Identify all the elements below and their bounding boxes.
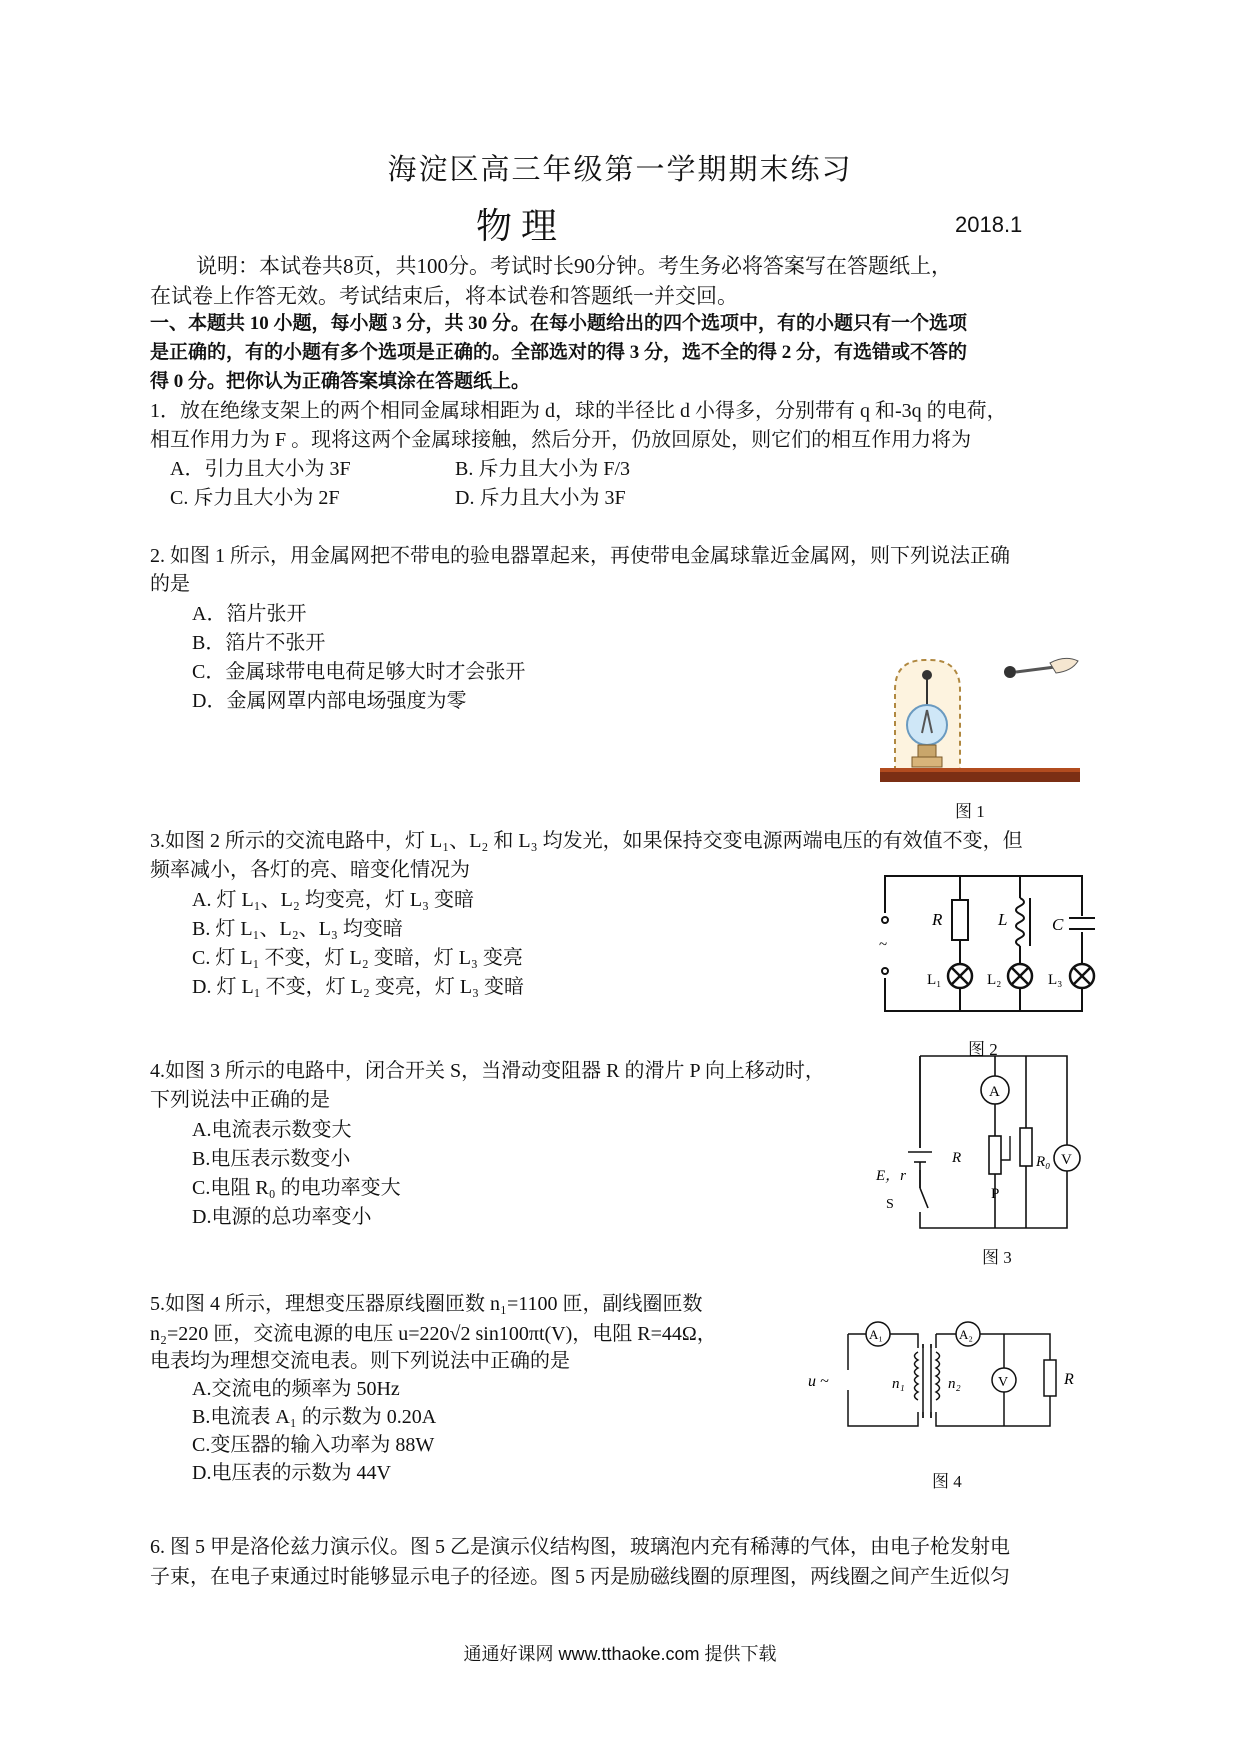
q3-option-d: D. 灯 L₁ 不变，灯 L₂ 变亮，灯 L₃ 变暗	[192, 976, 525, 998]
q6-stem-2: 子束，在电子束通过时能够显示电子的径迹。图 5 丙是励磁线圈的原理图，两线圈之间产生近似匀	[150, 1566, 1010, 1588]
q1-option-d: D. 斥力且大小为 3F	[455, 487, 626, 509]
figure-3-caption: 图 3	[982, 1248, 1012, 1267]
figure-4-n2-label: n₂	[948, 1376, 961, 1392]
figure-3-p-label: P	[991, 1186, 1000, 1202]
q5-option-d: D.电压表的示数为 44V	[192, 1462, 391, 1484]
q1-option-b: B. 斥力且大小为 F/3	[455, 458, 631, 480]
figure-3-circuit	[870, 1048, 1100, 1238]
figure-2-l3-label: L₃	[1048, 972, 1063, 988]
q2-option-b: B．箔片不张开	[192, 632, 326, 654]
figure-4-transformer	[808, 1318, 1098, 1448]
q4-option-d: D.电源的总功率变小	[192, 1206, 372, 1228]
q2-option-d: D．金属网罩内部电场强度为零	[192, 690, 467, 712]
q5-option-b: B.电流表 A₁ 的示数为 0.20A	[192, 1406, 437, 1428]
figure-2-c-label: C	[1052, 915, 1064, 934]
page-footer: 通通好课网 www.tthaoke.com 提供下载	[463, 1644, 777, 1664]
instructions-line-1: 说明：本试卷共8页，共100分。考试时长90分钟。考生务必将答案写在答题纸上，	[196, 254, 952, 278]
exam-date: 2018.1	[955, 212, 1023, 237]
q3-option-b: B. 灯 L₁、L₂、L₃ 均变暗	[192, 918, 403, 940]
q1-option-c: C. 斥力且大小为 2F	[170, 487, 340, 509]
figure-4-r-label: R	[1064, 1371, 1074, 1388]
exam-title: 海淀区高三年级第一学期期末练习	[387, 154, 853, 186]
figure-2-caption: 图 2	[968, 1040, 998, 1059]
q3-option-a: A. 灯 L₁、L₂ 均变亮，灯 L₃ 变暗	[192, 889, 475, 911]
q2-stem-2: 的是	[150, 573, 190, 595]
figure-2-ac-circuit	[870, 868, 1100, 1016]
q3-option-c: C. 灯 L₁ 不变，灯 L₂ 变暗，灯 L₃ 变亮	[192, 947, 523, 969]
q4-option-a: A.电流表示数变大	[192, 1119, 352, 1141]
q2-option-a: A．箔片张开	[192, 603, 307, 625]
figure-3-r0-label: R₀	[1036, 1154, 1051, 1170]
q4-stem-1: 4.如图 3 所示的电路中，闭合开关 S，当滑动变阻器 R 的滑片 P 向上移动时，	[150, 1060, 825, 1082]
section-1-line-1: 一、本题共 10 小题，每小题 3 分，共 30 分。在每小题给出的四个选项中，有的小题只有一个选项	[150, 313, 968, 334]
q4-option-b: B.电压表示数变小	[192, 1148, 351, 1170]
q4-stem-2: 下列说法中正确的是	[150, 1089, 330, 1111]
q5-option-c: C.变压器的输入功率为 88W	[192, 1434, 435, 1456]
q4-option-c: C.电阻 R₀ 的电功率变大	[192, 1177, 401, 1199]
figure-3-e-label: E，r	[876, 1168, 907, 1184]
figure-2-l1-label: L₁	[927, 972, 942, 988]
q5-option-a: A.交流电的频率为 50Hz	[192, 1378, 400, 1400]
figure-4-caption: 图 4	[932, 1472, 962, 1491]
figure-1-electroscope	[880, 655, 1100, 790]
figure-2-r-label: R	[932, 910, 943, 929]
figure-3-r-label: R	[952, 1150, 962, 1166]
figure-4-a2-label: A₂	[959, 1327, 973, 1342]
figure-3-voltmeter-label: V	[1061, 1152, 1072, 1168]
q3-stem-2: 频率减小，各灯的亮、暗变化情况为	[150, 859, 470, 881]
q1-option-a: A．引力且大小为 3F	[170, 458, 351, 480]
q5-stem-2: n₂=220 匝，交流电源的电压 u=220√2 sin100πt(V)，电阻 R=44Ω，	[150, 1323, 717, 1345]
figure-2-l-label: L	[998, 910, 1008, 929]
q1-stem-1: 1．放在绝缘支架上的两个相同金属球相距为 d，球的半径比 d 小得多，分别带有 q 和-3q 的电荷，	[150, 400, 1007, 422]
q3-stem-1: 3.如图 2 所示的交流电路中，灯 L₁、L₂ 和 L₃ 均发光，如果保持交变电源两端电压的有效值不变，但	[150, 830, 1023, 852]
figure-4-a1-label: A₁	[869, 1327, 883, 1342]
figure-3-r0	[1020, 1128, 1032, 1166]
figure-2-resistor	[952, 900, 968, 940]
q5-stem-1: 5.如图 4 所示，理想变压器原线圈匝数 n₁=1100 匝，副线圈匝数	[150, 1293, 703, 1315]
figure-4-resistor	[1044, 1360, 1056, 1396]
q2-option-c: C．金属球带电电荷足够大时才会张开	[192, 661, 526, 683]
figure-3-rheostat	[989, 1136, 1001, 1174]
q2-stem-1: 2. 如图 1 所示，用金属网把不带电的验电器罩起来，再使带电金属球靠近金属网，则下列说法正确	[150, 545, 1010, 567]
figure-4-u-label: u ~	[808, 1373, 829, 1390]
figure-2-l2-label: L₂	[987, 972, 1002, 988]
figure-3-s-label: S	[886, 1197, 894, 1212]
q6-stem-1: 6. 图 5 甲是洛伦兹力演示仪。图 5 乙是演示仪结构图，玻璃泡内充有稀薄的气体，由电子枪发射电	[150, 1536, 1010, 1558]
figure-2-source-label: ~	[879, 937, 888, 953]
section-1-line-2: 是正确的，有的小题有多个选项是正确的。全部选对的得 3 分，选不全的得 2 分，有选错或不答的	[150, 342, 968, 363]
figure-4-n1-label: n₁	[892, 1376, 905, 1392]
q5-stem-3: 电表均为理想交流电表。则下列说法中正确的是	[150, 1350, 570, 1372]
subject-title: 物 理	[476, 206, 558, 246]
figure-1-caption: 图 1	[955, 802, 985, 821]
figure-4-v-label: V	[998, 1375, 1009, 1390]
q1-stem-2: 相互作用力为 F 。现将这两个金属球接触，然后分开，仍放回原处，则它们的相互作用力将为	[150, 429, 972, 451]
instructions-line-2: 在试卷上作答无效。考试结束后，将本试卷和答题纸一并交回。	[150, 284, 738, 308]
figure-3-ammeter-label: A	[989, 1084, 1000, 1100]
section-1-line-3: 得 0 分。把你认为正确答案填涂在答题纸上。	[150, 371, 531, 392]
